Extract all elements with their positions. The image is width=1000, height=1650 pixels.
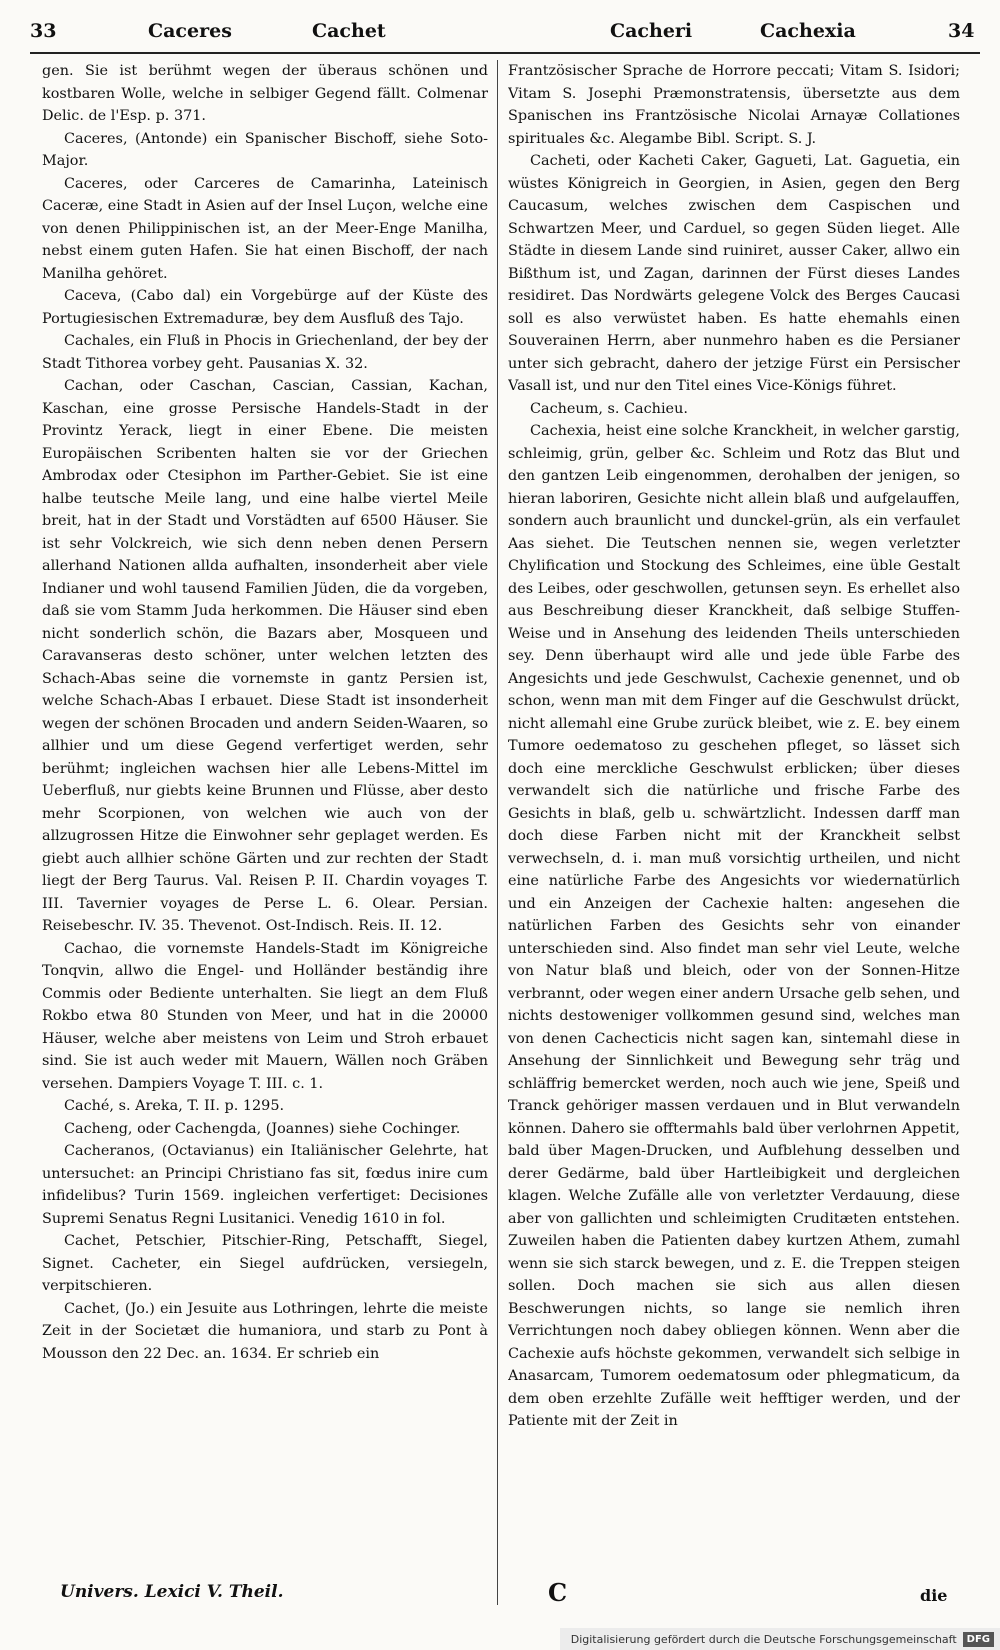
entry-cachales: Cachales, ein Fluß in Phocis in Griechenland, der bey der Stadt Tithorea vorbey geht. Pausanias X. 32. xyxy=(42,333,488,372)
entry-cacheum: Cacheum, s. Cachieu. xyxy=(530,400,688,417)
dfg-logo-icon: DFG xyxy=(963,1632,994,1647)
entry-caceres-antonde: Caceres, (Antonde) ein Spanischer Bischoff, siehe Soto-Major. xyxy=(42,130,488,169)
entry-cacheti: Cacheti, oder Kacheti Caker, Gagueti, Lat. Gaguetia, ein wüstes Königreich in Georgien, in Asien, gegen den Berg Caucasum, welches zwischen dem Caspischen und Schwartzen Meer, und Carduel, so gegen Süden lieget. Alle Städte in diesem Lande sind ruiniret, ausser Caker, allwo ein Bißthum ist, und Zagan, darinnen der Fürst dieses Landes residiret. Das Nordwärts gelegene Volck des Berges Caucasi soll es also verwüstet haben. Es hatte ehemahls einen Souverainen Herrn, aber nunmehro haben es die Persianer unter sich gebracht, dahero der jetzige Fürst ein Persischer Vasall ist, und nur den Titel eines Vice-Königs führet. xyxy=(508,153,960,394)
entry-cacheranos: Cacheranos, (Octavianus) ein Italiänischer Gelehrte, hat untersuchet: an Principi Christiano fas sit, fœdus inire cum infidelibus? Turin 1569. ingleichen verfertiget: Decisiones Supremi Senatus Regni Lusitanici. Venedig 1610 in fol. xyxy=(42,1143,488,1227)
entry-cachet-siegel: Cachet, Petschier, Pitschier-Ring, Petschafft, Siegel, Signet. Cacheter, ein Siegel aufdrücken, versiegeln, verpitschieren. xyxy=(42,1233,488,1294)
header-keyword-cacheri: Cacheri xyxy=(610,20,693,42)
header-keyword-cachexia: Cachexia xyxy=(760,20,856,42)
digitization-credit-bar xyxy=(560,1628,1000,1650)
page-number-left: 33 xyxy=(30,20,57,42)
entry-continuation: gen. Sie ist berühmt wegen der überaus schönen und kostbaren Wolle, welche in selbiger Gegend fällt. Colmenar Delic. de l'Esp. p. 371. xyxy=(42,63,488,124)
right-column xyxy=(508,60,960,1605)
page-number-right: 34 xyxy=(948,20,975,42)
entry-cachet-jesuite: Cachet, (Jo.) ein Jesuite aus Lothringen, lehrte die meiste Zeit in der Societæt die humaniora, und starb zu Pont à Mousson den 22 Dec. an. 1634. Er schrieb ein xyxy=(42,1300,488,1362)
entry-caceres-camarinha: Caceres, oder Carceres de Camarinha, Lateinisch Caceræ, eine Stadt in Asien auf der Insel Luçon, welche eine von denen Philippinischen ist, an der Meer-Enge Manilha, nebst einem guten Hafen. Sie hat einen Bischoff, der nach Manilha gehöret. xyxy=(42,175,488,282)
running-header xyxy=(30,18,980,54)
credit-text: Digitalisierung gefördert durch die Deutsche Forschungsgemeinschaft xyxy=(570,1632,957,1646)
entry-cachexia: Cachexia, heist eine solche Kranckheit, in welcher garstig, schleimig, grün, gelber &c. Schleim und Rotz das Blut und den gantzen Leib eingenommen, derohalben der jenigen, so hieran laboriren, Gesichte nicht allein blaß und aufgelauffen, sondern auch braunlicht und dunckel-grün, als ein verfaulet Aas siehet. Die Teutschen nennen sie, wegen verletzter Chylification und Stockung des Schleimes, eine üble Gestalt des Leibes, oder geschwollen, getunsen seyn. Es erhellet also aus Beschreibung dieser Kranckheit, daß selbige Stuffen-Weise und in Ansehung des leidenden Theils unterschieden sey. Denn überhaupt wird alle und jede üble Farbe des Angesichts und jede Geschwulst, Cachexie genennet, und ob schon, wenn man mit dem Finger auf die Geschwulst drückt, nicht allemahl eine Grube zurück bleibet, wie z. E. bey einem Tumore oedematoso zu geschehen pfleget, so lässet sich doch eine merckliche Geschwulst erblicken; über dieses verwandelt sich die natürliche und frische Farbe des Gesichts in blaß, gelb u. schwärtzlicht. Indessen darff man doch diese Farben nicht mit der Kranckheit selbst verwechseln, d. i. man muß vorsichtig urtheilen, und nicht eine natürliche Farbe des Angesichts vor wiedernatürlich und ein Anzeigen der Cachexie halten: angesehen die natürlichen Farben des Gesichts sehr von einander unterschieden sind. Also findet man sehr viel Leute, welche von Natur blaß und bleich, oder von der Sonnen-Hitze verbrannt, oder wegen einer andern Ursache gelb sehen, und nichts destoweniger vollkommen gesund sind, welches man von denen Cachecticis nicht sagen kan, sintemahl diese in Ansehung der Sinnlichkeit und Bewegung sehr träg und schläffrig bemercket werden, noch auch wie jene, Speiß und Tranck gehöriger massen verdauen und in Blut verwandeln können. Dahero sie offtermahls bald über verlohrnen Appetit, bald über Magen-Drucken, und Aufblehung desselben und derer Gedärme, bald über Hartleibigkeit und dergleichen klagen. Welche Zufälle alle von verletzter Verdauung, diese aber von gallichten und schleimigten Cruditæten entstehen. Zuweilen haben die Patienten dabey kurtzen Athem, zumahl wenn sie sich starck bewegen, und z. E. die Treppen steigen sollen. Doch machen sie sich aus allen diesen Beschwerungen nichts, so lange sie nemlich ihren Verrichtungen noch dabey obliegen können. Wenn aber die Cachexie aufs höchste gekommen, verwandelt sich selbige in Anasarcam, Tumorem oedematosum oder phlegmaticum, da dem oben erzehlte Zufälle weit hefftiger werden, und der Patiente mit der Zeit in xyxy=(508,423,960,1429)
header-keyword-cachet: Cachet xyxy=(312,20,386,42)
header-keyword-caceres: Caceres xyxy=(148,20,232,42)
signature-line: Univers. Lexici V. Theil. xyxy=(60,1582,284,1602)
entry-cachao: Cachao, die vornemste Handels-Stadt im Königreiche Tonqvin, allwo die Engel- und Holländer beständig ihre Commis oder Bediente unterhalten. Sie liegt an dem Fluß Rokbo etwa 80 Stunden von Meer, und hat in die 20000 Häuser, welche aber meistens von Leim und Stroh erbauet sind. Sie ist auch weder mit Mauern, Wällen noch Gräben versehen. Dampiers Voyage T. III. c. 1. xyxy=(42,940,488,1092)
entry-continuation-right: Frantzösischer Sprache de Horrore peccati; Vitam S. Isidori; Vitam S. Josephi Præmonstratensis, übersetzte aus dem Spanischen ins Frantzösische Nicolai Arnayæ Collationes spirituales &c. Alegambe Bibl. Script. S. J. xyxy=(508,63,960,147)
entry-cache: Caché, s. Areka, T. II. p. 1295. xyxy=(64,1098,285,1114)
entry-cacheng: Cacheng, oder Cachengda, (Joannes) siehe Cochinger. xyxy=(64,1120,461,1137)
entry-cachan: Cachan, oder Caschan, Cascian, Cassian, Kachan, Kaschan, eine grosse Persische Handels-Stadt in der Provintz Yerack, liegt in einer Ebene. Die meisten Europäischen Scribenten halten sie vor der Griechen Ambrodax oder Ctesiphon im Parther-Gebiet. Sie ist eine halbe teutsche Meile lang, und eine halbe viertel Meile breit, hat in der Stadt und Vorstädten auf 6500 Häuser. Sie ist sehr Volckreich, wie sich denn neben denen Persern allerhand Nationen allda aufhalten, insonderheit aber viele Indianer und wohl tausend Familien Jüden, die da vorgeben, daß sie vom Stamm Juda herkommen. Die Häuser sind eben nicht sonderlich schön, die Bazars aber, Mosqueen und Caravanseras desto schöner, unter welchen letzten des Schach-Abas seine die vornemste in gantz Persien ist, welche Schach-Abas I erbauet. Diese Stadt ist insonderheit wegen der schönen Brocaden und andern Seiden-Waaren, so allhier und um diese Gegend verfertiget werden, sehr berühmt; ingleichen wachsen hier alle Lebens-Mittel im Ueberfluß, nur giebts keine Brunnen und Flüsse, aber desto mehr Scorpionen, von welchen wie auch von der allzugrossen Hitze die Einwohner sehr geplaget werden. Es giebt auch allhier schöne Gärten und zur rechten der Stadt liegt der Berg Taurus. Val. Reisen P. II. Chardin voyages T. III. Tavernier voyages de Perse L. 6. Olear. Persian. Reisebeschr. IV. 35. Thevenot. Ost-Indisch. Reis. II. 12. xyxy=(42,378,488,934)
signature-mark: C xyxy=(548,1578,568,1607)
column-divider xyxy=(497,60,498,1605)
left-column xyxy=(42,60,488,1605)
catchword: die xyxy=(920,1586,948,1605)
entry-caceva: Caceva, (Cabo dal) ein Vorgebürge auf der Küste des Portugiesischen Extremaduræ, bey dem Ausfluß des Tajo. xyxy=(42,288,488,327)
